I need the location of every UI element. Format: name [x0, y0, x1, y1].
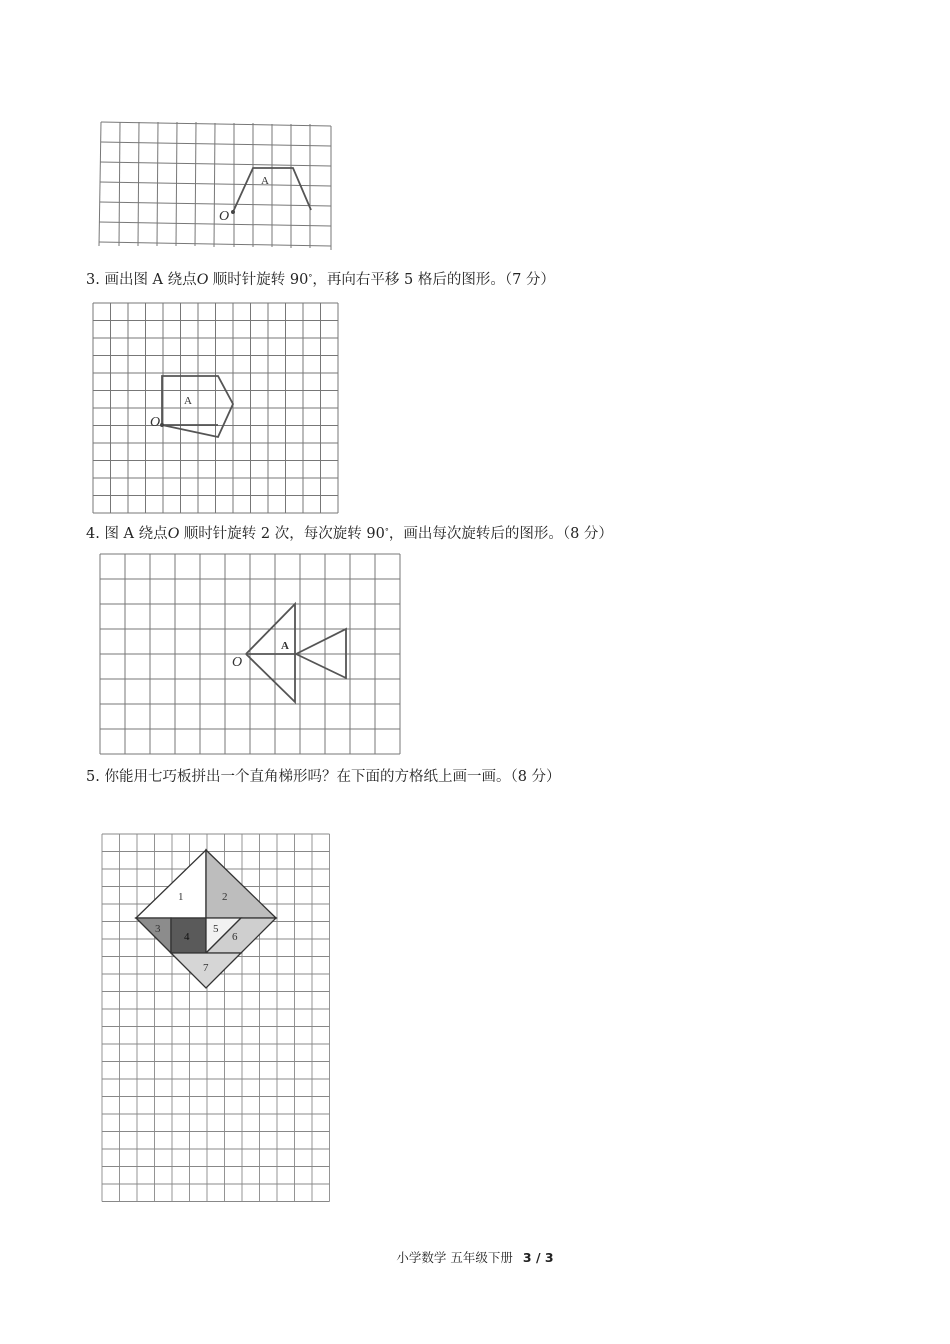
q4-point-label: O	[232, 655, 243, 670]
tangram-piece-4: 4	[184, 931, 190, 943]
q2-shape-label: A	[261, 175, 269, 187]
tangram-piece-5: 5	[213, 923, 219, 935]
tangram-piece-6: 6	[232, 931, 238, 943]
figure-q3-grid	[88, 298, 348, 518]
q4-shape-label: A	[281, 640, 289, 652]
footer-page-number: 3 / 3	[522, 1250, 554, 1265]
figure-q5-tangram-grid	[96, 828, 336, 1213]
q3-point-label: O	[150, 415, 161, 430]
tangram-piece-2: 2	[222, 891, 228, 903]
page-footer	[0, 1248, 950, 1266]
question-4: 4. 图 A 绕点O 顺时针旋转 2 次，每次旋转 90°，画出每次旋转后的图形。（8 分）	[86, 525, 613, 542]
tangram-piece-1: 1	[178, 891, 184, 903]
q3-shape-label: A	[184, 395, 192, 407]
question-3: 3. 画出图 A 绕点O 顺时针旋转 90°，再向右平移 5 格后的图形。（7 分）	[86, 271, 555, 288]
footer-subject: 小学数学 五年级下册	[396, 1250, 513, 1265]
q2-point-label: O	[219, 209, 230, 224]
tangram-piece-7: 7	[203, 962, 209, 974]
tangram-piece-3: 3	[155, 923, 161, 935]
question-5: 5. 你能用七巧板拼出一个直角梯形吗？在下面的方格纸上画一画。（8 分）	[86, 769, 561, 785]
figure-q2-grid	[95, 118, 340, 253]
figure-q4-grid	[96, 548, 406, 758]
